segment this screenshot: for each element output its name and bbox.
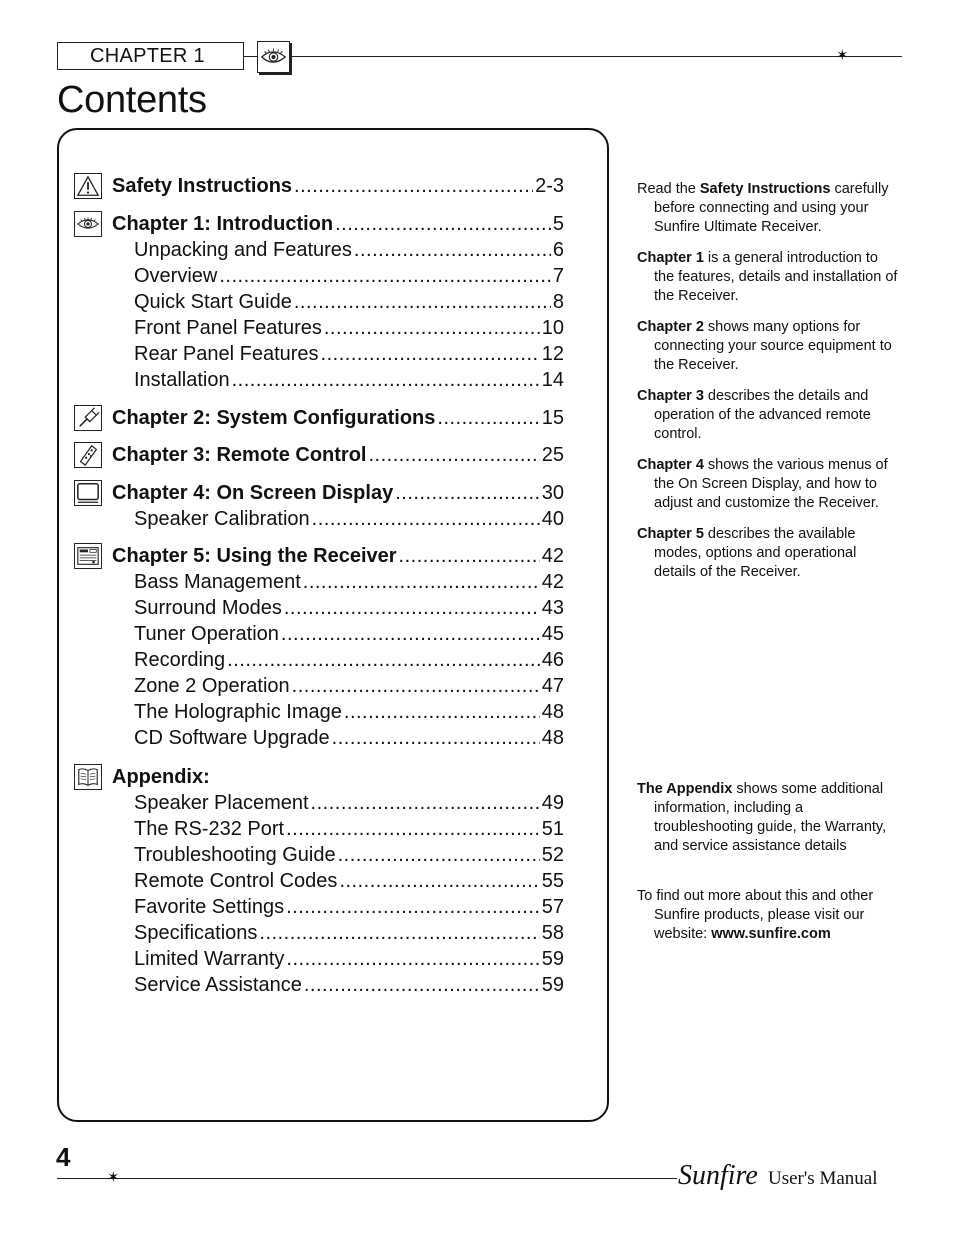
toc-entry[interactable]: Chapter 3: Remote Control ..... 25 — [74, 442, 564, 468]
toc-entry[interactable]: Quick Start Guide ..... 8 — [74, 289, 564, 315]
side-notes-appendix — [637, 780, 899, 868]
toc-entry[interactable]: Specifications ..... 58 — [74, 920, 564, 946]
toc-entry[interactable]: Tuner Operation ..... 45 — [74, 621, 564, 647]
toc-entry[interactable]: Remote Control Codes ..... 55 — [74, 868, 564, 894]
toc-entry[interactable]: Chapter 2: System Configurations ..... 15 — [74, 405, 564, 431]
toc-section-chapter-4 — [74, 480, 564, 532]
side-notes-website — [637, 887, 899, 956]
toc-entry[interactable]: Zone 2 Operation ..... 47 — [74, 673, 564, 699]
toc-entry[interactable]: The RS-232 Port ..... 51 — [74, 816, 564, 842]
toc-entry[interactable]: Recording ..... 46 — [74, 647, 564, 673]
toc-entry[interactable]: Overview ..... 7 — [74, 263, 564, 289]
note-chapter-1: Chapter 1 is a general introduction to the features, details and installation of the Receiver. — [637, 250, 898, 304]
note-chapter-2: Chapter 2 shows many options for connecting your source equipment to the Receiver. — [637, 319, 892, 373]
toc-section-chapter-2 — [74, 405, 564, 431]
star-icon: ✶ — [107, 1169, 120, 1186]
toc-entry[interactable]: Chapter 5: Using the Receiver ..... 42 — [74, 543, 564, 569]
toc-entry[interactable]: Limited Warranty ..... 59 — [74, 946, 564, 972]
note-chapter-5: Chapter 5 describes the available modes, options and operational details of the Receiver. — [637, 526, 857, 580]
toc-entry[interactable]: Bass Management ..... 42 — [74, 569, 564, 595]
toc-entry[interactable]: Speaker Placement ..... 49 — [74, 790, 564, 816]
toc-entry[interactable]: Installation ..... 14 — [74, 367, 564, 393]
eye-icon — [257, 41, 290, 73]
manual-label: User's Manual — [768, 1168, 878, 1189]
star-icon: ✶ — [836, 47, 849, 64]
toc-entry[interactable]: Service Assistance ..... 59 — [74, 972, 564, 998]
note-website: To find out more about this and other Sunfire products, please visit our website: www.sunfire.com — [637, 888, 874, 942]
toc-entry[interactable]: Surround Modes ..... 43 — [74, 595, 564, 621]
header-rule-right — [292, 56, 902, 57]
note-appendix: The Appendix shows some additional information, including a troubleshooting guide, the Warranty, and service assistance details — [637, 781, 887, 854]
toc-entry[interactable]: Unpacking and Features ..... 6 — [74, 237, 564, 263]
website-link[interactable]: www.sunfire.com — [711, 926, 831, 942]
note-chapter-3: Chapter 3 describes the details and operation of the advanced remote control. — [637, 388, 871, 442]
toc-entry[interactable]: Chapter 1: Introduction ..... 5 — [74, 211, 564, 237]
toc-entry[interactable]: Favorite Settings ..... 57 — [74, 894, 564, 920]
toc-section-safety — [74, 173, 564, 199]
brand-logo: Sunfire — [678, 1160, 758, 1191]
toc-entry[interactable]: Troubleshooting Guide ..... 52 — [74, 842, 564, 868]
toc-section-chapter-5 — [74, 543, 564, 751]
toc-entry[interactable]: Chapter 4: On Screen Display ..... 30 — [74, 480, 564, 506]
page-title: Contents — [57, 79, 207, 121]
toc-section-appendix — [74, 764, 564, 998]
toc-entry[interactable]: Safety Instructions ..... 2-3 — [74, 173, 564, 199]
chapter-label: CHAPTER 1 — [57, 42, 244, 70]
footer-rule — [57, 1178, 677, 1179]
header-rule-left — [244, 56, 258, 57]
toc-entry[interactable]: Appendix: — [112, 766, 210, 788]
note-safety: Read the Safety Instructions carefully before connecting and using your Sunfire Ultimate Receiver. — [637, 181, 889, 235]
toc-entry[interactable]: CD Software Upgrade ..... 48 — [74, 725, 564, 751]
toc-entry[interactable]: Front Panel Features ..... 10 — [74, 315, 564, 341]
toc-entry[interactable]: Rear Panel Features ..... 12 — [74, 341, 564, 367]
note-chapter-4: Chapter 4 shows the various menus of the On Screen Display, and how to adjust and customize the Receiver. — [637, 457, 888, 511]
toc-entry[interactable]: The Holographic Image ..... 48 — [74, 699, 564, 725]
toc-section-chapter-1 — [74, 211, 564, 393]
toc-section-chapter-3 — [74, 442, 564, 468]
toc-entry[interactable]: Speaker Calibration ..... 40 — [74, 506, 564, 532]
side-notes-chapters — [637, 180, 899, 594]
page-number: 4 — [56, 1142, 71, 1172]
